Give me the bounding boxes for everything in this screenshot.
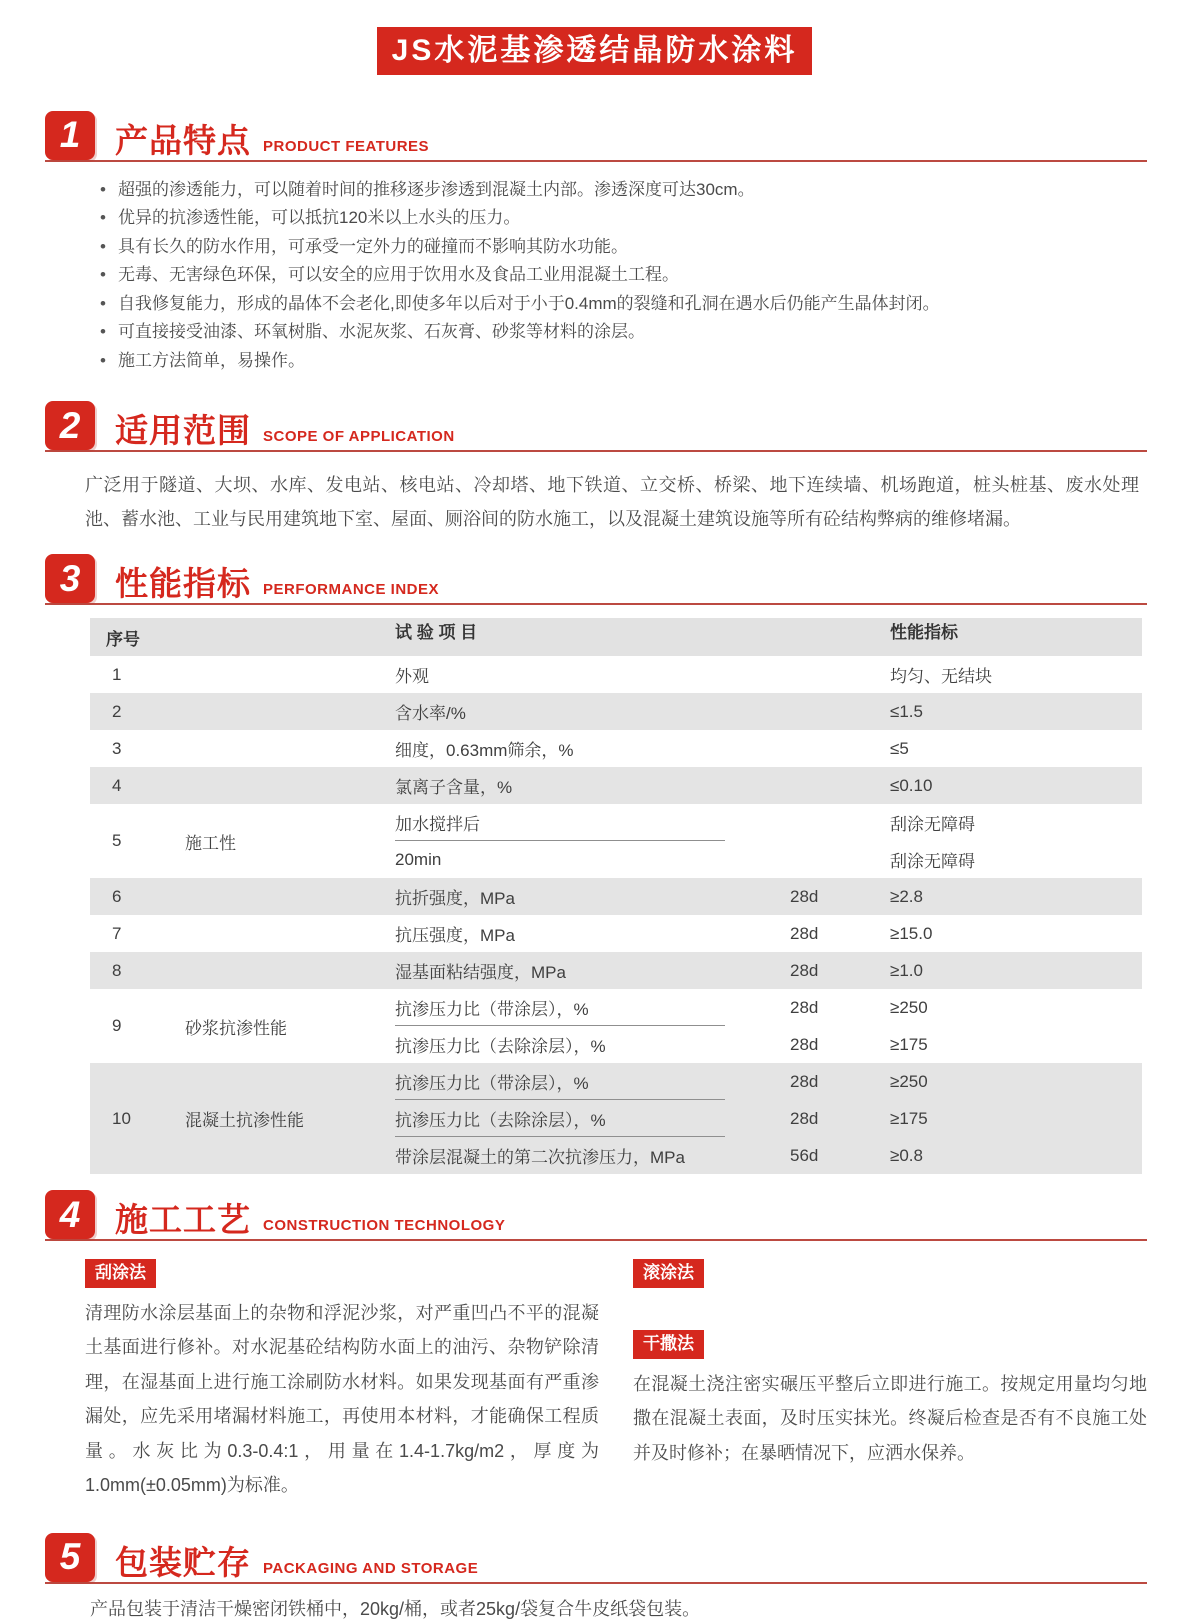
cell-age: 56d (790, 1145, 819, 1165)
table-row (90, 989, 1142, 1063)
cell-index: ≤1.5 (890, 701, 923, 721)
section-header-performance (45, 554, 1147, 605)
method-badge-dry: 干撒法 (633, 1330, 704, 1359)
cell-test-item: 20min (395, 849, 442, 869)
section-number-badge: 5 (45, 1533, 95, 1582)
cell-index: 刮涂无障碍 (890, 815, 975, 834)
table-row (90, 730, 1142, 767)
section-number-badge: 2 (45, 401, 95, 450)
packaging-paragraph: 产品包装于清洁干燥密闭铁桶中，20kg/桶，或者25kg/袋复合牛皮纸袋包装。 (90, 1598, 701, 1619)
cell-test-item: 含水率/% (395, 704, 466, 723)
cell-no: 3 (112, 738, 122, 758)
cell-group (185, 915, 395, 952)
cell-test-item: 抗折强度，MPa (395, 889, 515, 908)
cell-no: 9 (112, 1016, 122, 1035)
section-header-construction (45, 1190, 1147, 1241)
cell-sub-rows (395, 730, 1142, 767)
section-title: 适用范围 (115, 412, 251, 449)
section-title: 包装贮存 (115, 1543, 251, 1581)
cell-no: 6 (112, 886, 122, 906)
cell-no: 2 (112, 701, 122, 721)
feature-text: 具有长久的防水作用，可承受一定外力的碰撞而不影响其防水功能。 (118, 236, 628, 256)
title-banner-wrap (0, 0, 1189, 75)
section-header-features (45, 111, 1147, 162)
method-badge-scrape: 刮涂法 (85, 1259, 156, 1288)
table-sub-row (395, 767, 1142, 804)
cell-index: ≥0.8 (890, 1145, 923, 1165)
cell-index: ≥2.8 (890, 886, 923, 906)
cell-test-item: 加水搅拌后 (395, 815, 480, 834)
bullet-icon: • (100, 293, 106, 313)
section-title: 施工工艺 (115, 1201, 251, 1238)
section-number-badge: 4 (45, 1190, 95, 1239)
method-roll-wrap (633, 1259, 1147, 1288)
method-column-right (633, 1259, 1147, 1503)
cell-group: 施工性 (185, 833, 236, 853)
cell-age: 28d (790, 1071, 819, 1091)
cell-index: ≥250 (890, 1071, 928, 1091)
table-sub-row (395, 693, 1142, 730)
cell-group (185, 878, 395, 915)
feature-item (100, 261, 1129, 290)
cell-sub-rows (395, 656, 1142, 693)
cell-sub-rows (395, 804, 1142, 878)
feature-text: 优异的抗渗透性能，可以抵抗120米以上水头的压力。 (118, 208, 521, 227)
method-text-scrape: 清理防水涂层基面上的杂物和浮泥沙浆，对严重凹凸不平的混凝土基面进行修补。对水泥基砼结构防水面上的油污、杂物铲除清理，在湿基面上进行施工涂刷防水材料。如果发现基面有严重渗漏处，应先采用堵漏材料施工，再使用本材料，才能确保工程质量。水灰比为0.3-0.4:1，用量在1.4-1.7kg/m2，厚度为1.0mm(±0.05mm)为标准。 (85, 1302, 599, 1496)
feature-item (100, 176, 1129, 205)
cell-group (185, 730, 395, 767)
method-dry-wrap (633, 1330, 1147, 1470)
table-sub-row (395, 989, 1142, 1026)
cell-test-item: 带涂层混凝土的第二次抗渗压力，MPa (395, 1148, 685, 1167)
cell-group: 混凝土抗渗性能 (185, 1111, 304, 1130)
section-header-scope (45, 401, 1147, 452)
feature-text: 施工方法简单，易操作。 (118, 350, 305, 370)
table-sub-row (395, 952, 1142, 989)
table-sub-row (395, 804, 1142, 841)
cell-group: 砂浆抗渗性能 (185, 1018, 287, 1038)
cell-age: 28d (790, 886, 819, 906)
section-subtitle: CONSTRUCTION TECHNOLOGY (263, 1217, 506, 1234)
column-header-age (790, 618, 890, 656)
table-sub-row (395, 1137, 1142, 1174)
cell-no: 1 (112, 664, 122, 684)
cell-test-item: 抗渗压力比（带涂层），% (395, 1074, 589, 1093)
cell-test-item: 细度，0.63mm筛余，% (395, 741, 574, 760)
cell-test-item: 抗压强度，MPa (395, 926, 515, 945)
table-sub-row (395, 841, 1142, 878)
table-row (90, 952, 1142, 989)
feature-text: 可直接接受油漆、环氧树脂、水泥灰浆、石灰膏、砂浆等材料的涂层。 (118, 322, 645, 341)
cell-sub-rows (395, 989, 1142, 1063)
cell-index: ≤5 (890, 738, 909, 758)
construction-methods (85, 1259, 1147, 1503)
table-row (90, 656, 1142, 693)
cell-no: 5 (112, 831, 122, 850)
column-header-index: 性能指标 (890, 623, 958, 642)
table-row (90, 878, 1142, 915)
cell-age: 28d (790, 1034, 819, 1054)
cell-sub-rows (395, 952, 1142, 989)
cell-age: 28d (790, 960, 819, 980)
feature-item (100, 290, 1129, 319)
cell-index: ≥15.0 (890, 923, 933, 943)
table-sub-row (395, 878, 1142, 915)
cell-sub-rows (395, 878, 1142, 915)
cell-test-item: 氯离子含量，% (395, 778, 513, 797)
feature-item (100, 347, 1129, 376)
cell-group (185, 656, 395, 693)
page-title: JS水泥基渗透结晶防水涂料 (377, 27, 813, 75)
method-column-left (85, 1259, 599, 1503)
cell-group (185, 952, 395, 989)
table-row (90, 915, 1142, 952)
cell-no: 8 (112, 960, 122, 980)
cell-no: 4 (112, 775, 122, 795)
section-header-packaging (45, 1533, 1147, 1584)
scope-paragraph: 广泛用于隧道、大坝、水库、发电站、核电站、冷却塔、地下铁道、立交桥、桥梁、地下连续墙、机场跑道，桩头桩基、废水处理池、蓄水池、工业与民用建筑地下室、屋面、厕浴间的防水施工，以及混凝土建筑设施等所有砼结构弊病的维修堵漏。 (85, 475, 1139, 529)
cell-index: 均匀、无结块 (890, 667, 992, 686)
cell-sub-rows (395, 693, 1142, 730)
method-text-dry: 在混凝土浇注密实碾压平整后立即进行施工。按规定用量均匀地撒在混凝土表面，及时压实抹光。终凝后检查是否有不良施工处并及时修补；在暴晒情况下，应洒水保养。 (633, 1373, 1147, 1463)
section-title: 性能指标 (115, 565, 251, 602)
bullet-icon: • (100, 265, 106, 284)
section-subtitle: PACKAGING AND STORAGE (263, 1559, 479, 1577)
table-sub-row (395, 1026, 1142, 1063)
cell-group (185, 767, 395, 804)
cell-index: ≥1.0 (890, 960, 923, 980)
table-sub-row (395, 1100, 1142, 1137)
cell-age: 28d (790, 1108, 819, 1128)
cell-sub-rows (395, 1063, 1142, 1174)
feature-text: 超强的渗透能力，可以随着时间的推移逐步渗透到混凝土内部。渗透深度可达30cm。 (118, 179, 755, 199)
method-badge-roll: 滚涂法 (633, 1259, 704, 1288)
cell-no: 10 (112, 1108, 131, 1128)
section-subtitle: PRODUCT FEATURES (263, 137, 430, 155)
table-sub-row (395, 730, 1142, 767)
column-header-item: 试 验 项 目 (395, 623, 478, 642)
table-sub-row (395, 915, 1142, 952)
feature-item (100, 233, 1129, 262)
cell-index: ≥175 (890, 1108, 928, 1128)
cell-index: ≥175 (890, 1034, 928, 1054)
cell-test-item: 湿基面粘结强度，MPa (395, 963, 566, 982)
cell-sub-rows (395, 767, 1142, 804)
column-header-no: 序号 (106, 629, 140, 649)
bullet-icon: • (100, 322, 106, 341)
cell-age: 28d (790, 997, 819, 1017)
bullet-icon: • (100, 236, 106, 256)
bullet-icon: • (100, 350, 106, 370)
column-header-spacer (185, 618, 395, 656)
cell-group (185, 693, 395, 730)
cell-sub-rows (395, 915, 1142, 952)
cell-index: ≥250 (890, 997, 928, 1017)
table-row (90, 1063, 1142, 1174)
feature-text: 无毒、无害绿色环保，可以安全的应用于饮用水及食品工业用混凝土工程。 (118, 265, 679, 284)
cell-no: 7 (112, 923, 122, 943)
table-row (90, 804, 1142, 878)
section-subtitle: SCOPE OF APPLICATION (263, 428, 455, 445)
bullet-icon: • (100, 179, 106, 199)
cell-index: ≤0.10 (890, 775, 933, 795)
section-title: 产品特点 (115, 121, 251, 159)
cell-age: 28d (790, 923, 819, 943)
table-header-row (90, 618, 1142, 656)
table-body (90, 656, 1142, 1174)
table-row (90, 693, 1142, 730)
performance-table (90, 618, 1142, 1174)
cell-test-item: 抗渗压力比（带涂层），% (395, 1000, 589, 1019)
table-sub-row (395, 656, 1142, 693)
section-subtitle: PERFORMANCE INDEX (263, 581, 440, 598)
cell-test-item: 抗渗压力比（去除涂层），% (395, 1111, 606, 1130)
table-row (90, 767, 1142, 804)
table-sub-row (395, 1063, 1142, 1100)
cell-index: 刮涂无障碍 (890, 852, 975, 871)
section-number-badge: 3 (45, 554, 95, 603)
bullet-icon: • (100, 208, 106, 227)
cell-test-item: 外观 (395, 667, 429, 686)
feature-text: 自我修复能力，形成的晶体不会老化,即使多年以后对于小于0.4mm的裂缝和孔洞在遇水后仍能产生晶体封闭。 (118, 293, 940, 313)
features-list (100, 176, 1129, 376)
section-number-badge: 1 (45, 111, 95, 160)
cell-test-item: 抗渗压力比（去除涂层），% (395, 1037, 606, 1056)
feature-item (100, 204, 1129, 233)
feature-item (100, 318, 1129, 347)
